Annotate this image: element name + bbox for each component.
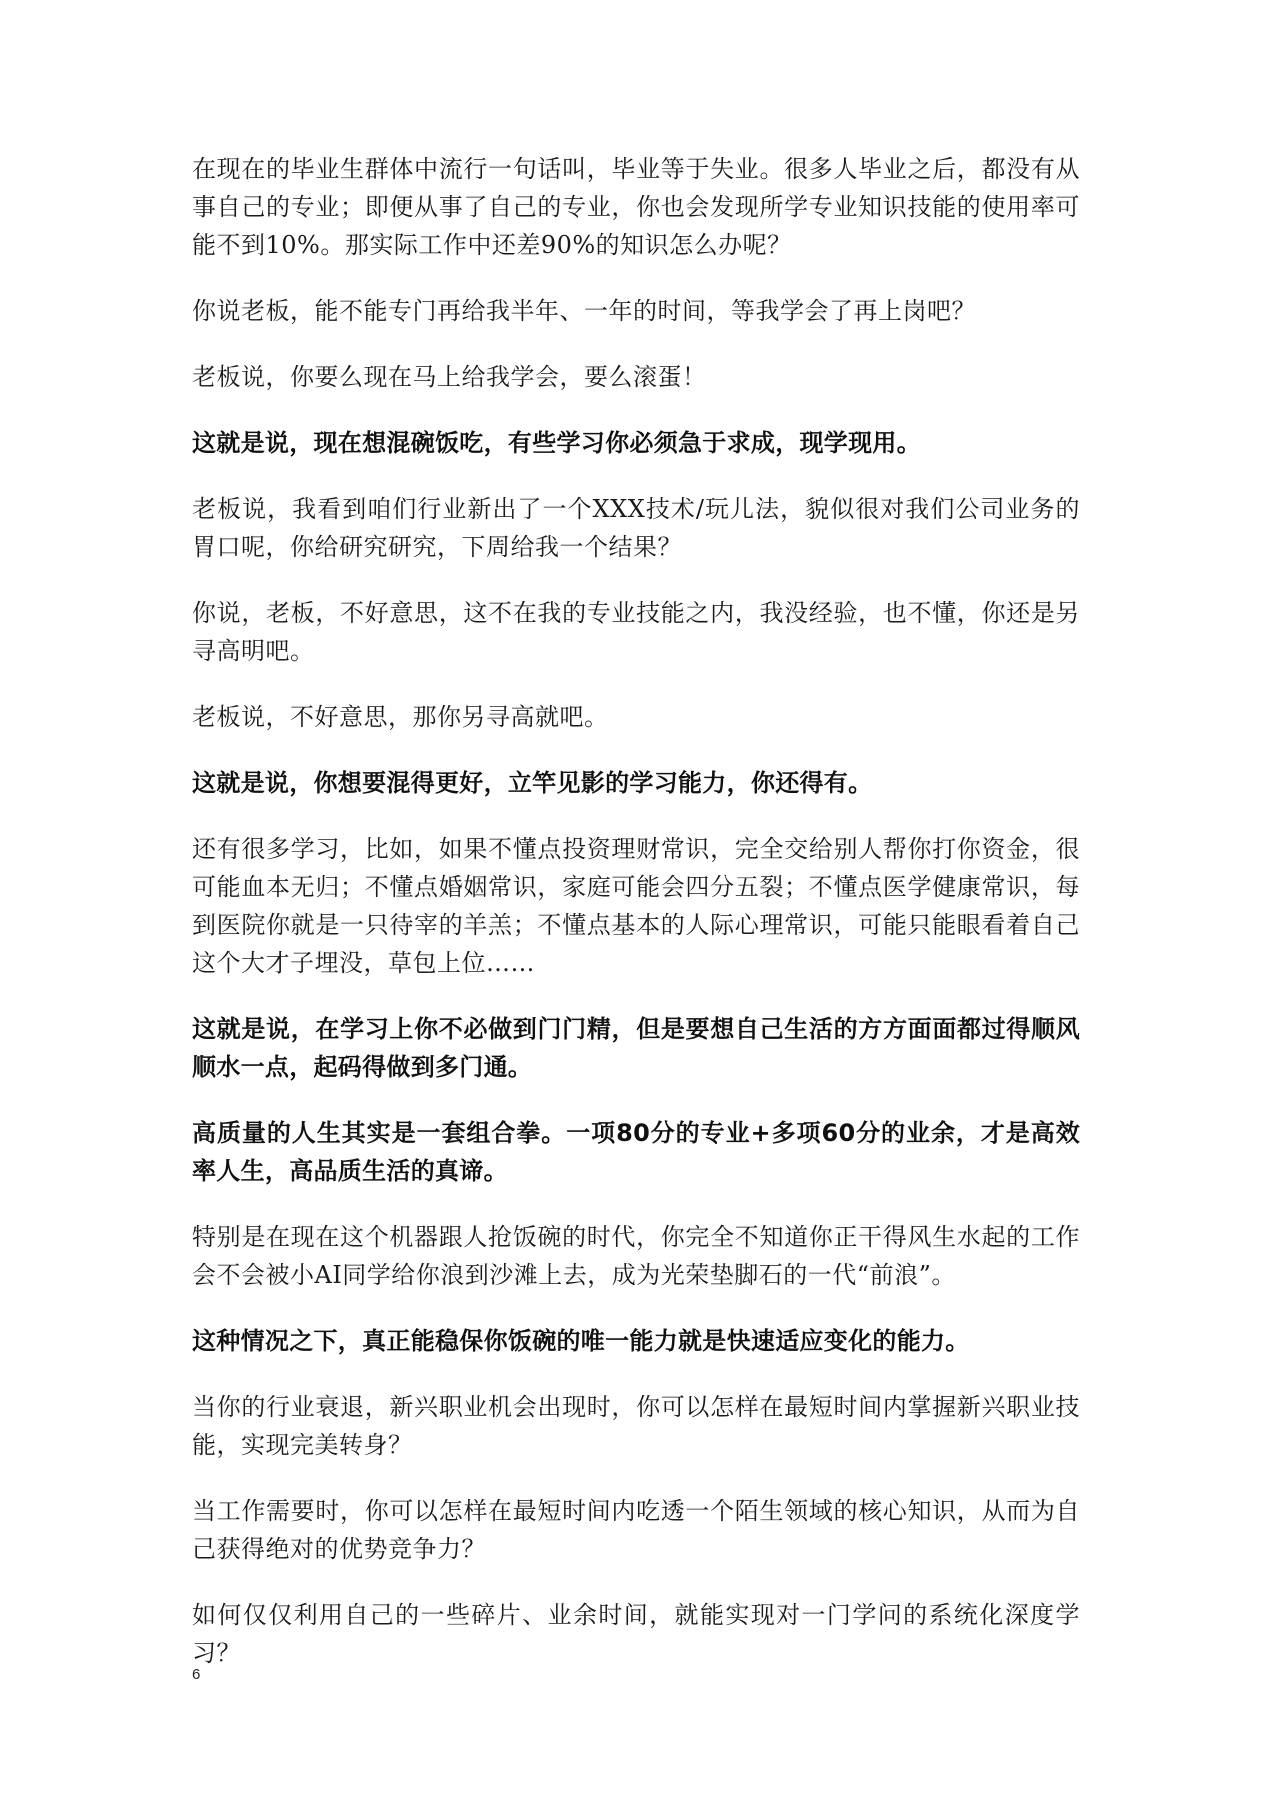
page-number: 6	[192, 1666, 201, 1683]
body-paragraph: 老板说，你要么现在马上给我学会，要么滚蛋！	[192, 363, 707, 391]
body-paragraph: 老板说，我看到咱们行业新出了一个XXX技术/玩儿法，貌似很对我们公司业务的胃口呢，你给研究研究，下周给我一个结果？	[192, 495, 1080, 561]
emphasis-paragraph: 这就是说，你想要混得更好，立竿见影的学习能力，你还得有。	[192, 769, 873, 797]
emphasis-paragraph: 这就是说，现在想混碗饭吃，有些学习你必须急于求成，现学现用。	[192, 429, 921, 457]
body-paragraph: 当工作需要时，你可以怎样在最短时间内吃透一个陌生领域的核心知识，从而为自己获得绝对的优势竞争力？	[192, 1497, 1080, 1563]
emphasis-paragraph: 这就是说，在学习上你不必做到门门精，但是要想自己生活的方方面面都过得顺风顺水一点，起码得做到多门通。	[192, 1015, 1080, 1081]
body-paragraph: 特别是在现在这个机器跟人抢饭碗的时代，你完全不知道你正干得风生水起的工作会不会被小AI同学给你浪到沙滩上去，成为光荣垫脚石的一代“前浪”。	[192, 1223, 1080, 1289]
body-paragraph: 当你的行业衰退，新兴职业机会出现时，你可以怎样在最短时间内掌握新兴职业技能，实现完美转身？	[192, 1393, 1080, 1459]
body-paragraph: 你说老板，能不能专门再给我半年、一年的时间，等我学会了再上岗吧？	[192, 297, 976, 325]
body-paragraph: 还有很多学习，比如，如果不懂点投资理财常识，完全交给别人帮你打你资金，很可能血本无归；不懂点婚姻常识，家庭可能会四分五裂；不懂点医学健康常识，每到医院你就是一只待宰的羊羔；不懂点基本的人际心理常识，可能只能眼看着自己这个大才子埋没，草包上位……	[192, 835, 1080, 977]
emphasis-paragraph: 这种情况之下，真正能稳保你饭碗的唯一能力就是快速适应变化的能力。	[192, 1327, 970, 1355]
body-paragraph: 在现在的毕业生群体中流行一句话叫，毕业等于失业。很多人毕业之后，都没有从事自己的专业；即便从事了自己的专业，你也会发现所学专业知识技能的使用率可能不到10%。那实际工作中还差90%的知识怎么办呢？	[192, 155, 1080, 259]
body-paragraph: 老板说，不好意思，那你另寻高就吧。	[192, 703, 609, 731]
document-body	[192, 150, 1080, 1700]
emphasis-paragraph: 高质量的人生其实是一套组合拳。一项80分的专业+多项60分的业余，才是高效率人生，高品质生活的真谛。	[192, 1119, 1080, 1185]
body-paragraph: 你说，老板，不好意思，这不在我的专业技能之内，我没经验，也不懂，你还是另寻高明吧。	[192, 599, 1080, 665]
body-paragraph: 如何仅仅利用自己的一些碎片、业余时间，就能实现对一门学问的系统化深度学习？	[192, 1601, 1080, 1667]
